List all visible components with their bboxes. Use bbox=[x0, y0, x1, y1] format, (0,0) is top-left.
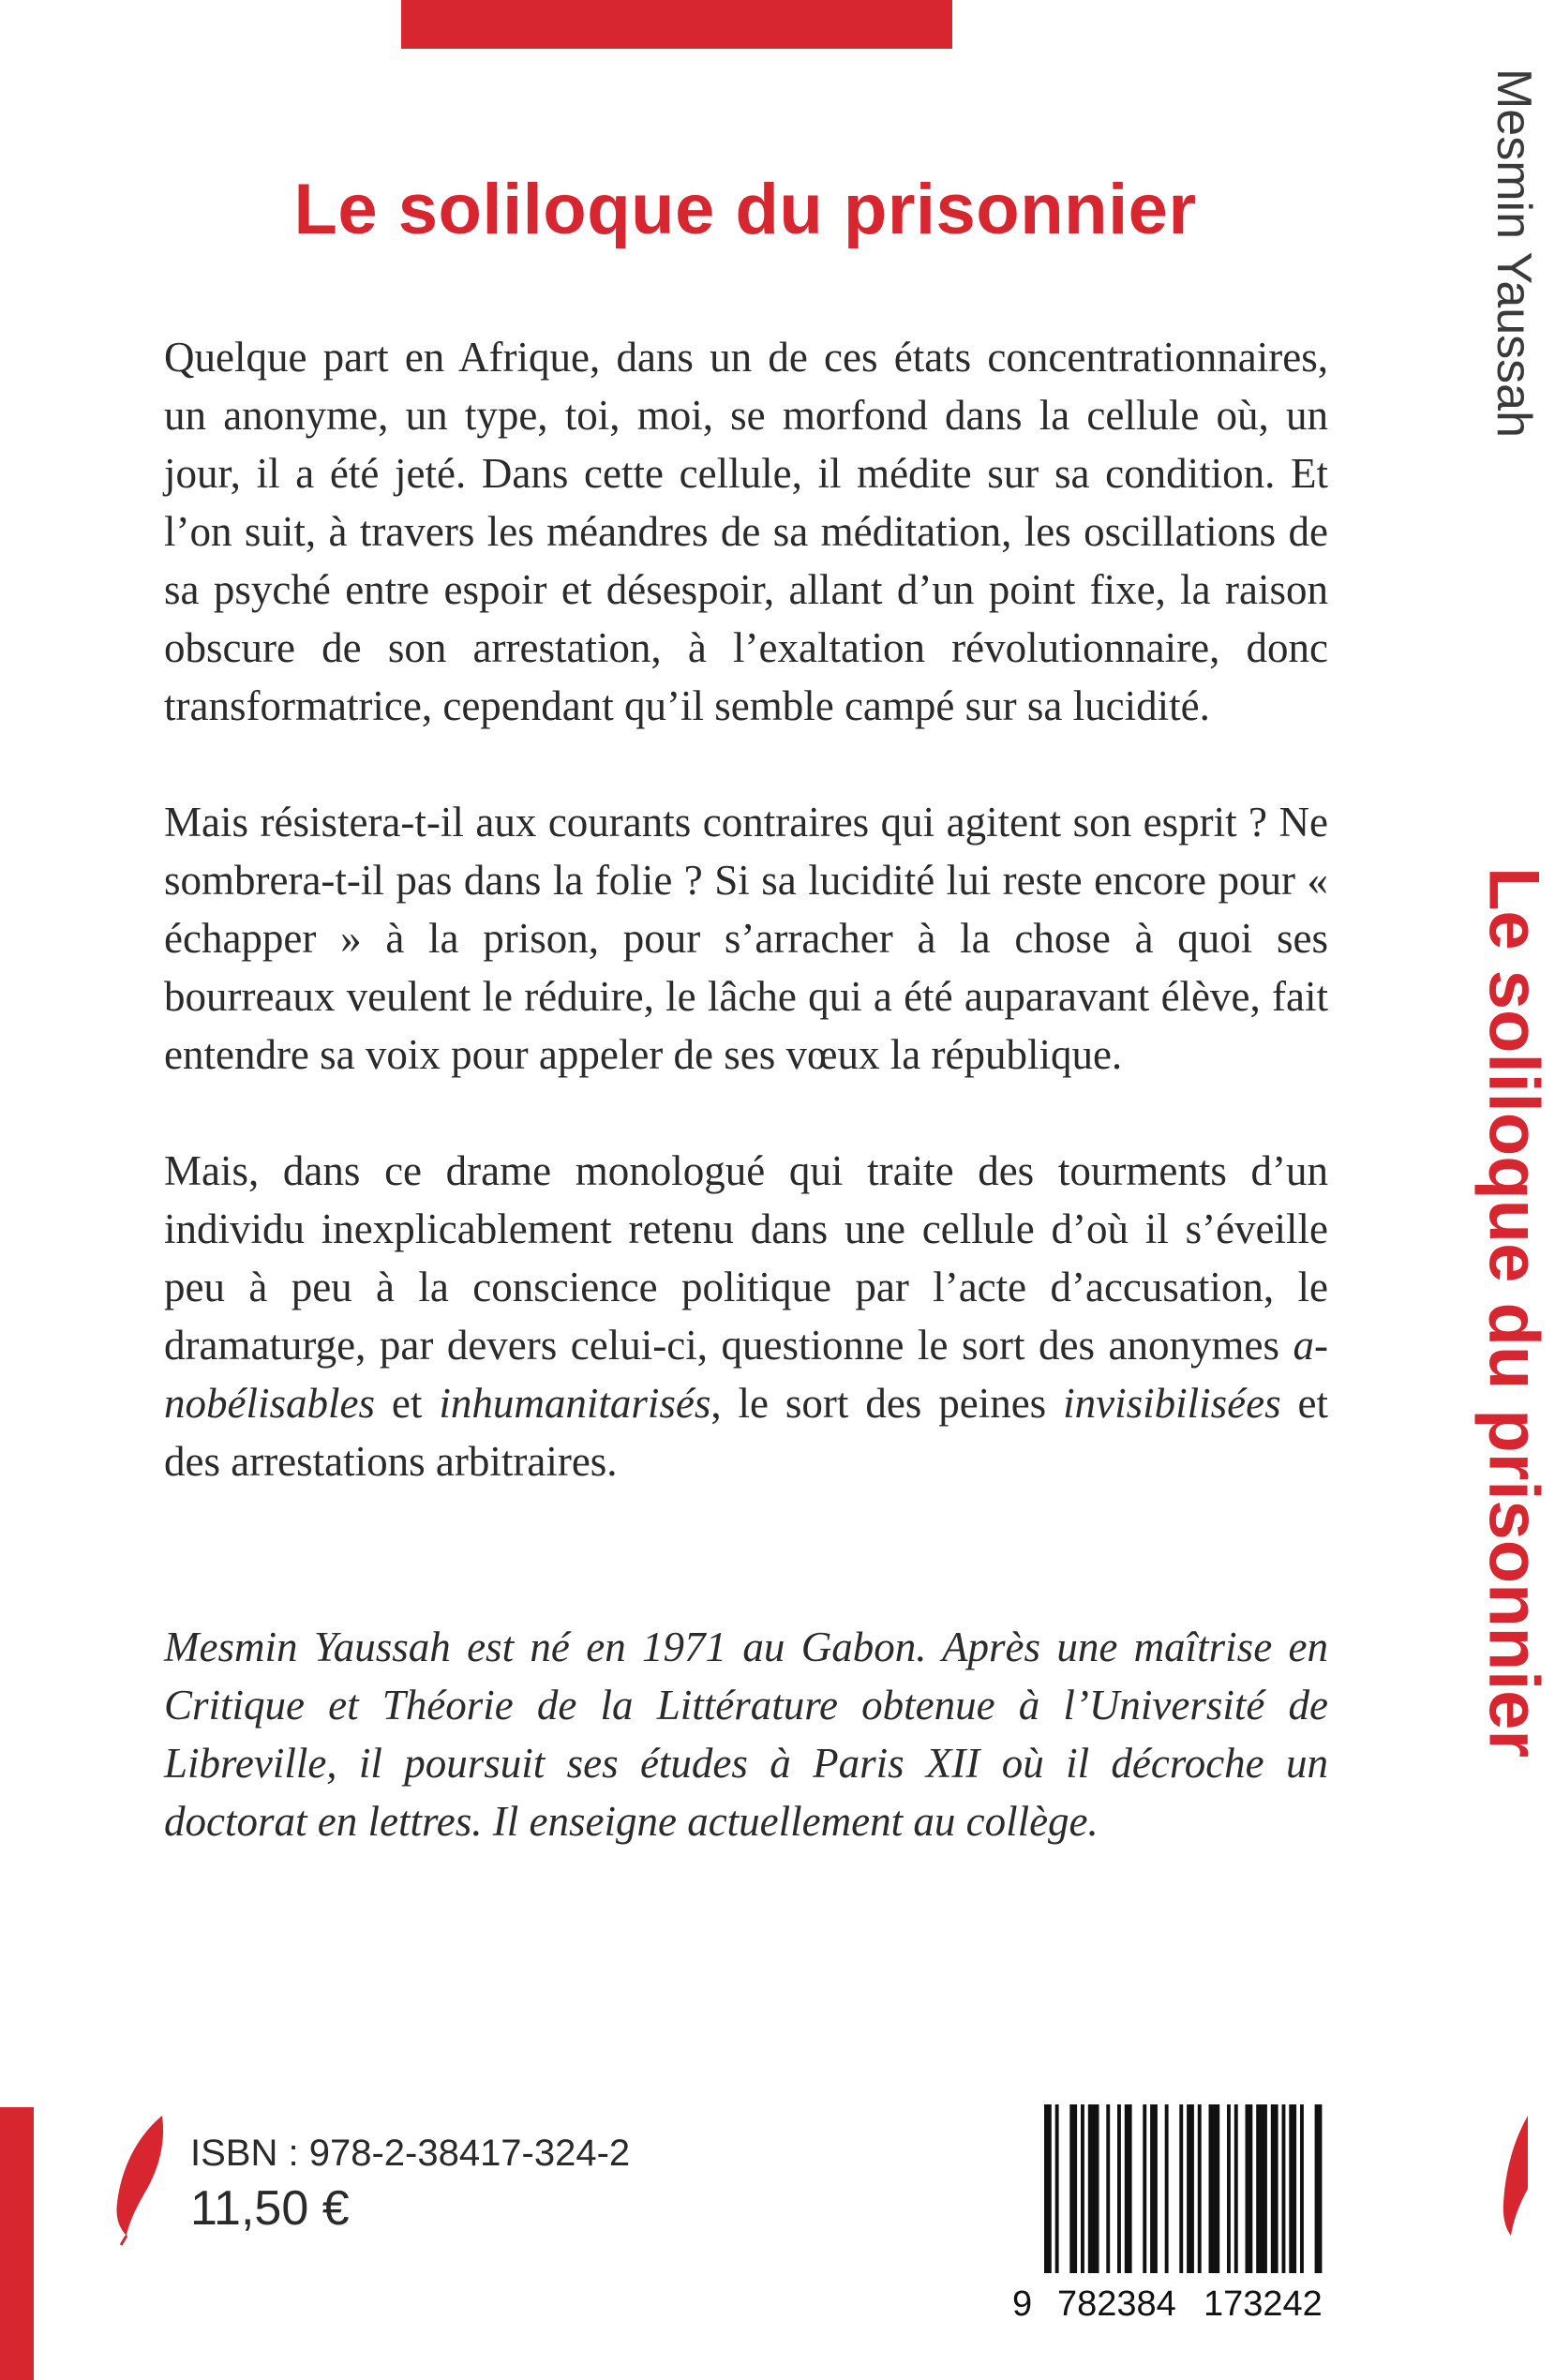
top-accent-bar bbox=[401, 0, 952, 49]
barcode-bar bbox=[1125, 2104, 1132, 2273]
barcode-bar bbox=[1081, 2104, 1084, 2273]
author-bio: Mesmin Yaussah est né en 1971 au Gabon. Après une maîtrise en Critique et Théorie de la Littérature obtenue à l’Université de Libreville, il poursuit ses études à Paris XII où il décroche un doctorat en lettres. Il enseigne actuellement au collège. bbox=[164, 1624, 1328, 1845]
barcode-bar bbox=[1315, 2104, 1323, 2273]
barcode-bar bbox=[1234, 2104, 1238, 2273]
barcode-bar bbox=[1150, 2104, 1158, 2273]
left-edge-band bbox=[0, 2107, 34, 2380]
blurb-paragraph-1: Quelque part en Afrique, dans un de ces états concentrationnaires, un anonyme, un type, toi, moi, se morfond dans la cellule où, un jour, il a été jeté. Dans cette cellule, il médite sur sa condition. Et l’on suit, à travers les méandres de sa méditation, les oscillations de sa psyché entre espoir et désespoir, allant d’un point fixe, la raison obscure de son arrestation, à l’exaltation révolutionnaire, donc transformatrice, cependant qu’il semble campé sur sa lucidité. bbox=[164, 334, 1328, 729]
barcode-bar bbox=[1187, 2104, 1194, 2273]
barcode-bars bbox=[1012, 2104, 1331, 2283]
p3-text-3: , le sort des peines bbox=[710, 1380, 1064, 1427]
p3-italic-1: a-nobélisables bbox=[164, 1322, 1328, 1427]
blurb-paragraph-3 bbox=[164, 1142, 1328, 1490]
barcode-bar bbox=[1143, 2104, 1146, 2273]
barcode-bar bbox=[1289, 2104, 1296, 2273]
barcode bbox=[1012, 2104, 1331, 2339]
barcode-bar bbox=[1198, 2104, 1202, 2273]
barcode-bar bbox=[1300, 2104, 1304, 2273]
blurb-paragraph-2: Mais résistera-t-il aux courants contraires qui agitent son esprit ? Ne sombrera-t-il pas dans la folie ? Si sa lucidité lui reste encore pour « échapper » à la prison, pour s’arracher à la chose à quoi ses bourreaux veulent le réduire, le lâche qui a été auparavant élève, fait entendre sa voix pour appeler de ses vœux la république. bbox=[164, 799, 1328, 1078]
barcode-bar bbox=[1055, 2104, 1059, 2273]
p3-italic-3: invisibilisées bbox=[1063, 1380, 1281, 1427]
spine-title: Le soliloque du prisonnier bbox=[1473, 866, 1554, 1759]
barcode-bar bbox=[1246, 2104, 1253, 2273]
barcode-bar bbox=[1165, 2104, 1169, 2273]
feather-icon bbox=[108, 2114, 183, 2245]
barcode-bar bbox=[1106, 2104, 1110, 2273]
barcode-bar bbox=[1069, 2104, 1077, 2273]
p3-text-1: Mais, dans ce drame monologué qui traite des tourments d’un individu inexplicablement retenu dans une cellule d’où il s’éveille peu à peu à la conscience politique par l’acte d’accusation, le dramaturge, par devers celui-ci, questionne le sort des anonymes bbox=[164, 1147, 1328, 1369]
barcode-bar bbox=[1044, 2104, 1052, 2273]
barcode-bar bbox=[1209, 2104, 1220, 2273]
spine-author: Mesmin Yaussah bbox=[1487, 67, 1541, 439]
barcode-digits-right: 173242 bbox=[1204, 2284, 1323, 2324]
back-cover-blurb bbox=[164, 328, 1328, 1549]
barcode-digits-left: 782384 bbox=[1057, 2284, 1176, 2324]
p3-italic-2: inhumanitarisés bbox=[439, 1380, 711, 1427]
book-title: Le soliloque du prisonnier bbox=[293, 170, 1197, 249]
barcode-bar bbox=[1227, 2104, 1231, 2273]
barcode-bar bbox=[1282, 2104, 1286, 2273]
p3-text-2: et bbox=[374, 1380, 440, 1427]
barcode-digits bbox=[1012, 2284, 1331, 2331]
barcode-bar bbox=[1256, 2104, 1267, 2273]
barcode-bar bbox=[1179, 2104, 1183, 2273]
price: 11,50 € bbox=[190, 2181, 350, 2236]
barcode-bar bbox=[1117, 2104, 1121, 2273]
barcode-bar bbox=[1271, 2104, 1278, 2273]
p3-text-4: et des arrestations arbitraires. bbox=[164, 1380, 1329, 1485]
spine-feather-icon bbox=[1500, 2114, 1528, 2245]
isbn-number: ISBN : 978-2-38417-324-2 bbox=[190, 2133, 631, 2174]
barcode-bar bbox=[1088, 2104, 1099, 2273]
barcode-digit-prefix: 9 bbox=[1012, 2284, 1033, 2324]
